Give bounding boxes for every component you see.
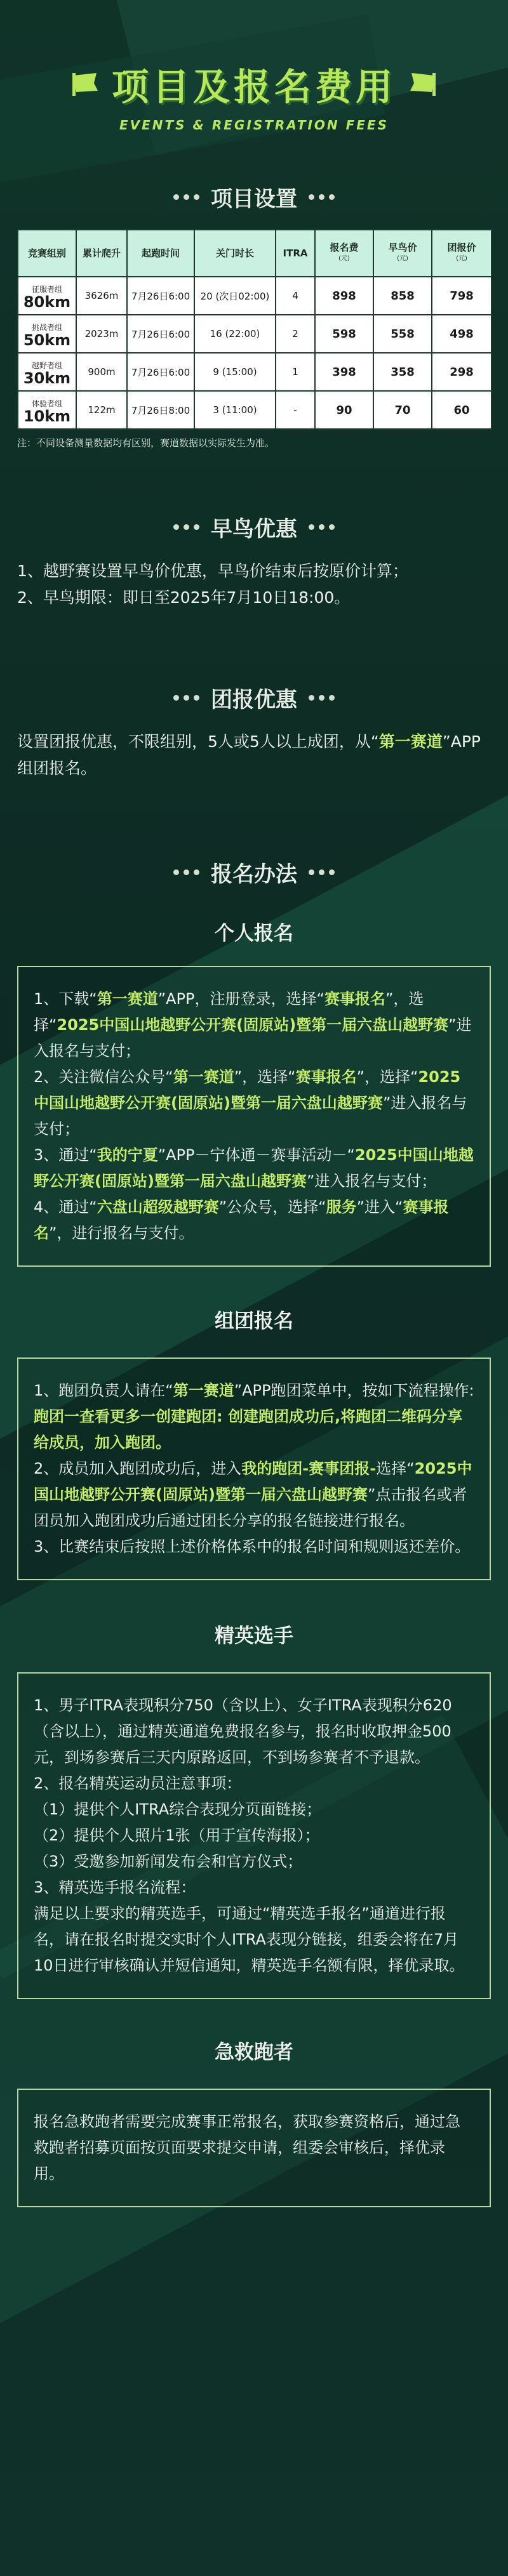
subsection-title-team: 组团报名 [215, 1310, 293, 1333]
team-registration-box [17, 1357, 491, 1580]
table-row [18, 315, 491, 353]
cell-start: 7月26日6:00 [127, 315, 194, 353]
dots-right [309, 194, 335, 200]
cell-start: 7月26日8:00 [127, 391, 194, 429]
cell-itra: 2 [276, 315, 315, 353]
cell-itra: 4 [276, 277, 315, 315]
cell-climb: 3626m [76, 277, 127, 315]
cell-fee: 598 [315, 315, 373, 353]
th-team: 团报价 (元) [432, 230, 491, 277]
dots-left [173, 524, 199, 530]
dots-left [173, 695, 199, 701]
dots-left [173, 869, 199, 875]
th-fee: 报名费 (元) [315, 230, 373, 277]
flag-right-icon [408, 72, 437, 96]
cell-fee: 398 [315, 353, 373, 391]
cell-group: 体验者组 10km [18, 391, 76, 429]
cell-cutoff: 20 (次日02:00) [194, 277, 276, 315]
page-title: 项目及报名费用 [111, 65, 396, 109]
early-bird-line: 1、越野赛设置早鸟价优惠，早鸟价结束后按原价计算； [17, 562, 408, 580]
cell-early: 858 [373, 277, 432, 315]
cell-cutoff: 9 (15:00) [194, 353, 276, 391]
cell-start: 7月26日6:00 [127, 277, 194, 315]
table-note: 注：不同设备测量数据均有区别，赛道数据以实际发生为准。 [17, 437, 275, 449]
cell-climb: 900m [76, 353, 127, 391]
table-row [18, 353, 491, 391]
th-itra: ITRA [276, 230, 315, 277]
th-group: 竞赛组别 [18, 230, 76, 277]
table-row [18, 391, 491, 429]
page-header [0, 0, 508, 159]
cell-climb: 2023m [76, 315, 127, 353]
cell-group: 挑战者组 50km [18, 315, 76, 353]
section-title-text: 团报优惠 [211, 687, 297, 713]
personal-registration-box [17, 966, 491, 1267]
dots-right [309, 869, 335, 875]
header-title-row [0, 57, 508, 110]
personal-step-4: 4、通过“六盘山超级越野赛”公众号，选择“服务”进入“赛事报名”，进行报名与支付。 [34, 1198, 449, 1242]
first-aid-box [17, 2089, 491, 2207]
section-title-project [0, 182, 508, 213]
cell-itra: - [276, 391, 315, 429]
cell-team: 498 [432, 315, 491, 353]
elite-line: （1）提供个人ITRA综合表现分页面链接； [34, 1800, 322, 1818]
personal-step-3: 3、通过“我的宁夏”APP－宁体通－赛事活动－“2025中国山地越野公开赛(固原站)暨第一届六盘山越野赛”进入报名与支付； [34, 1146, 474, 1190]
section-title-methods [0, 857, 508, 888]
dots-right [309, 695, 335, 701]
personal-step-1: 1、下载“第一赛道”APP，注册登录，选择“赛事报名”，选择“2025中国山地越野公开赛(固原站)暨第一届六盘山越野赛”进入报名与支付； [34, 990, 472, 1060]
group-offer-text: 设置团报优惠，不限组别，5人或5人以上成团，从“第一赛道”APP组团报名。 [17, 732, 481, 777]
team-step-1: 1、跑团负责人请在“第一赛道”APP跑团菜单中，按如下流程操作:跑团一查看更多一创建跑团: 创建跑团成功后,将跑团二维码分享给成员，加入跑团。 [34, 1382, 474, 1451]
cell-group: 征服者组 80km [18, 277, 76, 315]
cell-cutoff: 16 (22:00) [194, 315, 276, 353]
table-row [18, 277, 491, 315]
cell-fee: 898 [315, 277, 373, 315]
team-step-3: 3、比赛结束后按照上述价格体系中的报名时间和规则返还差价。 [34, 1538, 471, 1556]
th-start: 起跑时间 [127, 230, 194, 277]
personal-step-2: 2、关注微信公众号“第一赛道”，选择“赛事报名”，选择“2025中国山地越野公开赛(固原站)暨第一届六盘山越野赛”进入报名与支付； [34, 1068, 467, 1138]
cell-cutoff: 3 (11:00) [194, 391, 276, 429]
dots-right [309, 524, 335, 530]
first-aid-text: 报名急救跑者需要完成赛事正常报名，获取参赛资格后，通过急救跑者招募页面按页面要求提交申请，组委会审核后，择优录用。 [34, 2113, 460, 2183]
th-climb: 累计爬升 [76, 230, 127, 277]
cell-early: 70 [373, 391, 432, 429]
cell-fee: 90 [315, 391, 373, 429]
elite-registration-box [17, 1672, 491, 1999]
th-early: 早鸟价 (元) [373, 230, 432, 277]
elite-line: 满足以上要求的精英选手，可通过“精英选手报名”通道进行报名，请在报名时提交实时个人ITRA表现分链接，组委会将在7月10日进行审核确认并短信通知，精英选手名额有限，择优录取。 [34, 1905, 465, 1974]
dots-left [173, 194, 199, 200]
fee-table [17, 229, 492, 430]
elite-line: 2、报名精英运动员注意事项： [34, 1774, 242, 1792]
flag-left-icon [71, 72, 100, 96]
section-title-early-bird [0, 512, 508, 543]
cell-team: 60 [432, 391, 491, 429]
team-step-2: 2、成员加入跑团成功后，进入我的跑团-赛事团报-选择“2025中国山地越野公开赛(固原站)暨第一届六盘山越野赛”点击报名或者团员加入跑团成功后通过团长分享的报名链接进行报名。 [34, 1460, 472, 1529]
th-cutoff: 关门时长 [194, 230, 276, 277]
subsection-title-elite: 精英选手 [215, 1625, 293, 1648]
page-subtitle: EVENTS & REGISTRATION FEES [119, 117, 389, 133]
cell-team: 798 [432, 277, 491, 315]
cell-early: 358 [373, 353, 432, 391]
early-bird-line: 2、早鸟期限：即日至2025年7月10日18:00。 [17, 588, 351, 607]
section-title-text: 早鸟优惠 [211, 517, 297, 542]
table-header-row [18, 230, 491, 277]
cell-early: 558 [373, 315, 432, 353]
elite-line: （3）受邀参加新闻发布会和官方仪式； [34, 1853, 303, 1870]
subsection-title-first-aid: 急救跑者 [215, 2041, 293, 2064]
cell-itra: 1 [276, 353, 315, 391]
cell-start: 7月26日6:00 [127, 353, 194, 391]
section-title-group-offer [0, 682, 508, 713]
fee-table-wrap [17, 229, 491, 430]
elite-line: 3、精英选手报名流程： [34, 1879, 196, 1896]
cell-climb: 122m [76, 391, 127, 429]
cell-group: 越野者组 30km [18, 353, 76, 391]
app-name-highlight: 第一赛道 [378, 732, 443, 751]
subsection-title-personal: 个人报名 [215, 922, 293, 945]
section-title-text: 报名办法 [211, 862, 297, 887]
elite-line: 1、男子ITRA表现积分750（含以上）、女子ITRA表现积分620（含以上），通过精英通道免费报名参与，报名时收取押金500元，到场参赛后三天内原路返回，不到场参赛者不予退款。 [34, 1696, 452, 1766]
section-title-text: 项目设置 [211, 187, 297, 212]
early-bird-text [0, 558, 508, 611]
cell-team: 298 [432, 353, 491, 391]
elite-line: （2）提供个人照片1张（用于宣传海报）； [34, 1826, 320, 1844]
